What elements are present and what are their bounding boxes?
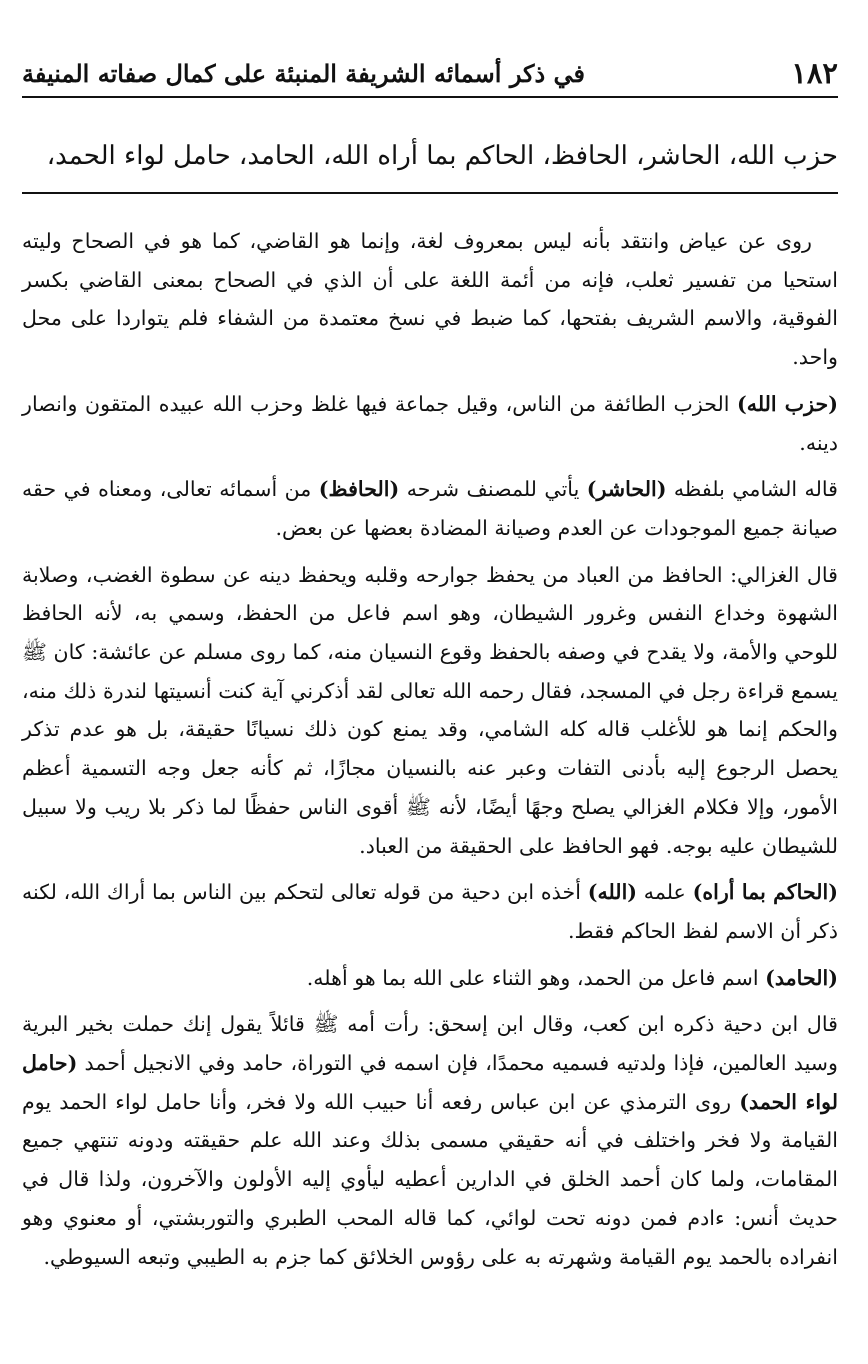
keyword-hizb-allah: (حزب الله) [737, 391, 838, 416]
keyword-al-hamid: (الحامد) [765, 965, 838, 990]
paragraph-3: قاله الشامي بلفظه (الحاشر) يأتي للمصنف شرحه (الحافظ) من أسمائه تعالى، ومعناه في حقه صيانة جميع الموجودات عن العدم وصيانة المضادة بعضها عن بعض. [22, 477, 838, 540]
page-header [22, 50, 838, 98]
page-number: ١٨٢ [791, 56, 838, 90]
names-list-line: حزب الله، الحاشر، الحافظ، الحاكم بما أراه الله، الحامد، حامل لواء الحمد، [46, 141, 838, 171]
running-title: في ذكر أسمائه الشريفة المنبئة على كمال صفاته المنيفة [22, 58, 586, 88]
keyword-allah: (الله) [587, 880, 638, 905]
body-text [22, 222, 838, 1324]
paragraph-1: روى عن عياض وانتقد بأنه ليس بمعروف لغة، وإنما هو القاضي، كما هو في الصحاح وليته استحيا من تفسير ثعلب، فإنه من أئمة اللغة على أن الذي في الصحاح بمعنى القاضي بكسر الفوقية، والاسم الشريف بفتحها، كما ضبط في نسخ معتمدة من الشفاء فلم يتواردا على محل واحد. [22, 229, 838, 370]
paragraph-2: (حزب الله) الحزب الطائفة من الناس، وقيل جماعة فيها غلظ وحزب الله عبيده المتقون وانصار دينه. [22, 391, 838, 455]
keyword-al-hashir: (الحاشر) [586, 477, 667, 502]
keyword-al-hakim: (الحاكم بما أراه) [692, 880, 838, 905]
paragraph-6: (الحامد) اسم فاعل من الحمد، وهو الثناء على الله بما هو أهله. [306, 965, 838, 990]
paragraph-5: (الحاكم بما أراه) علمه (الله) أخذه ابن دحية من قوله تعالى لتحكم بين الناس بما أراك الله، لكنه ذكر أن الاسم لفظ الحاكم فقط. [22, 880, 838, 943]
keyword-hamil-liwa-al-hamd: (حامل لواء الحمد) [22, 1051, 838, 1114]
paragraph-4: قال الغزالي: الحافظ من العباد من يحفظ جوارحه وقلبه ويحفظ دينه عن سطوة الغضب، وصلابة الشهوة وخداع النفس وغرور الشيطان، وهو اسم فاعل من الحفظ، وسمي به، لأنه الحافظ للوحي والأمة، ولا يقدح في وصفه بالحفظ وقوع النسيان منه، كما روى مسلم عن عائشة: كان ﷺ يسمع قراءة رجل في المسجد، فقال رحمه الله تعالى لقد أذكرني آية كنت أنسيتها لندرة ذلك منه، والحكم إنما هو للأغلب قاله كله الشامي، وقد يمنع كون ذلك نسيانًا حقيقة، بل هو عدم تذكر يحصل الرجوع إليه بأدنى التفات وعبر عنه بالنسيان مجازًا، ثم كأنه جعل وجه التسمية أعظم الأمور، وإلا فكلام الغزالي يصلح وجهًا أيضًا، لأنه ﷺ أقوى الناس حفظًا لما ذكر بلا ريب ولا سبيل للشيطان عليه بوجه. فهو الحافظ على الحقيقة من العباد. [22, 562, 838, 858]
keyword-al-hafiz: (الحافظ) [318, 477, 400, 502]
paragraph-7: قال ابن دحية ذكره ابن كعب، وقال ابن إسحق: رأت أمه ﷺ قائلاً يقول إنك حملت بخير البرية وسيد العالمين، فإذا ولدتيه فسميه محمدًا، فإن اسمه في التوراة، حامد وفي الانجيل أحمد (حامل لواء الحمد) روى الترمذي عن ابن عباس رفعه أنا حبيب الله ولا فخر، وأنا حامل لواء الحمد يوم القيامة ولا فخر واختلف في أنه حقيقي مسمى بذلك وعند الله علم حقيقته ودونه تنتهي جميع المقامات، ولما كان أحمد الخلق في الدارين أعطيه ليأوي إليه الأولون والآخرون، ولذا قال في حديث أنس: ءادم فمن دونه تحت لوائي، كما قاله المحب الطبري والتوربشتي، أو معنوي وهو انفراده بالحمد يوم القيامة وشهرته به على رؤوس الخلائق كما جزم به الطيبي وتبعه السيوطي. [22, 1012, 838, 1269]
divider-rule [22, 192, 838, 194]
